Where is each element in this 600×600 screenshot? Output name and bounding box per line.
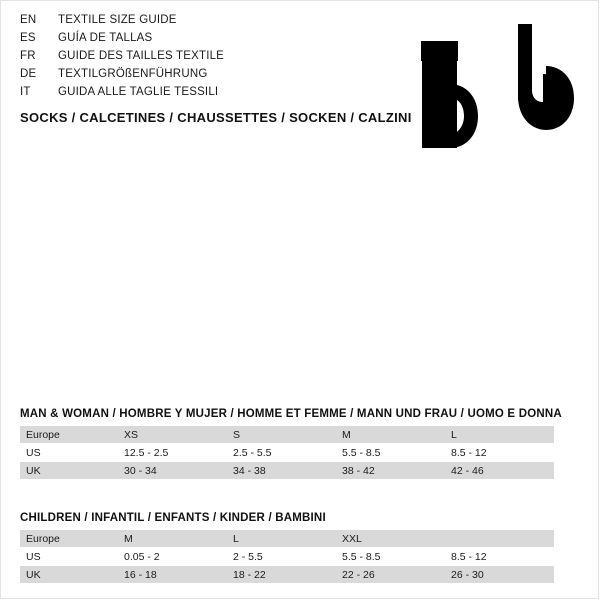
children-size-section: [20, 512, 580, 584]
table-header-cell: L: [227, 530, 336, 548]
table-cell: 42 - 46: [445, 462, 554, 480]
row-label: US: [20, 444, 118, 462]
language-text: TEXTILE SIZE GUIDE: [58, 14, 177, 26]
table-cell: 38 - 42: [336, 462, 445, 480]
language-text: GUÍA DE TALLAS: [58, 32, 153, 44]
table-cell: 26 - 30: [445, 566, 554, 584]
table-row: [20, 444, 554, 462]
table-header-cell: [445, 530, 554, 548]
language-row: [20, 86, 350, 104]
table-header-cell: L: [445, 426, 554, 444]
language-text: GUIDA ALLE TAGLIE TESSILI: [58, 86, 219, 98]
table-cell: 30 - 34: [118, 462, 227, 480]
table-header-cell: Europe: [20, 426, 118, 444]
table-header-cell: XXL: [336, 530, 445, 548]
table-cell: 12.5 - 2.5: [118, 444, 227, 462]
table-cell: 22 - 26: [336, 566, 445, 584]
language-row: [20, 14, 350, 32]
adult-table-title: MAN & WOMAN / HOMBRE Y MUJER / HOMME ET FEMME / MANN UND FRAU / UOMO E DONNA: [20, 408, 562, 420]
language-text: TEXTILGRÖßENFÜHRUNG: [58, 68, 208, 80]
table-header-cell: M: [118, 530, 227, 548]
language-code: ES: [20, 32, 36, 44]
table-cell: 2 - 5.5: [227, 548, 336, 566]
adult-size-table: [20, 426, 554, 480]
language-row: [20, 68, 350, 86]
language-row: [20, 32, 350, 50]
row-label: US: [20, 548, 118, 566]
children-size-table: [20, 530, 554, 584]
children-table-title: CHILDREN / INFANTIL / ENFANTS / KINDER / BAMBINI: [20, 512, 326, 524]
page-title: SOCKS / CALCETINES / CHAUSSETTES / SOCKEN / CALZINI: [20, 110, 412, 125]
language-code: EN: [20, 14, 37, 26]
table-row: [20, 548, 554, 566]
table-header-cell: XS: [118, 426, 227, 444]
table-header-row: [20, 530, 554, 548]
table-cell: 16 - 18: [118, 566, 227, 584]
language-text: GUIDE DES TAILLES TEXTILE: [58, 50, 225, 62]
table-cell: 18 - 22: [227, 566, 336, 584]
adult-size-section: [20, 408, 580, 480]
pair-of-socks-illustration: [400, 18, 575, 178]
table-header-cell: Europe: [20, 530, 118, 548]
table-cell: 5.5 - 8.5: [336, 444, 445, 462]
table-cell: 8.5 - 12: [445, 548, 554, 566]
table-row: [20, 462, 554, 480]
table-header-cell: S: [227, 426, 336, 444]
table-header-cell: M: [336, 426, 445, 444]
sock-shape-front: [421, 41, 478, 148]
table-header-row: [20, 426, 554, 444]
table-cell: 0.05 - 2: [118, 548, 227, 566]
language-code: IT: [20, 86, 31, 98]
language-code: DE: [20, 68, 37, 80]
table-cell: 8.5 - 12: [445, 444, 554, 462]
table-row: [20, 566, 554, 584]
language-code: FR: [20, 50, 36, 62]
table-cell: 34 - 38: [227, 462, 336, 480]
sock-shape-back: [484, 24, 574, 130]
row-label: UK: [20, 462, 118, 480]
table-cell: 5.5 - 8.5: [336, 548, 445, 566]
row-label: UK: [20, 566, 118, 584]
table-cell: 2.5 - 5.5: [227, 444, 336, 462]
language-list: [20, 14, 350, 104]
language-row: [20, 50, 350, 68]
